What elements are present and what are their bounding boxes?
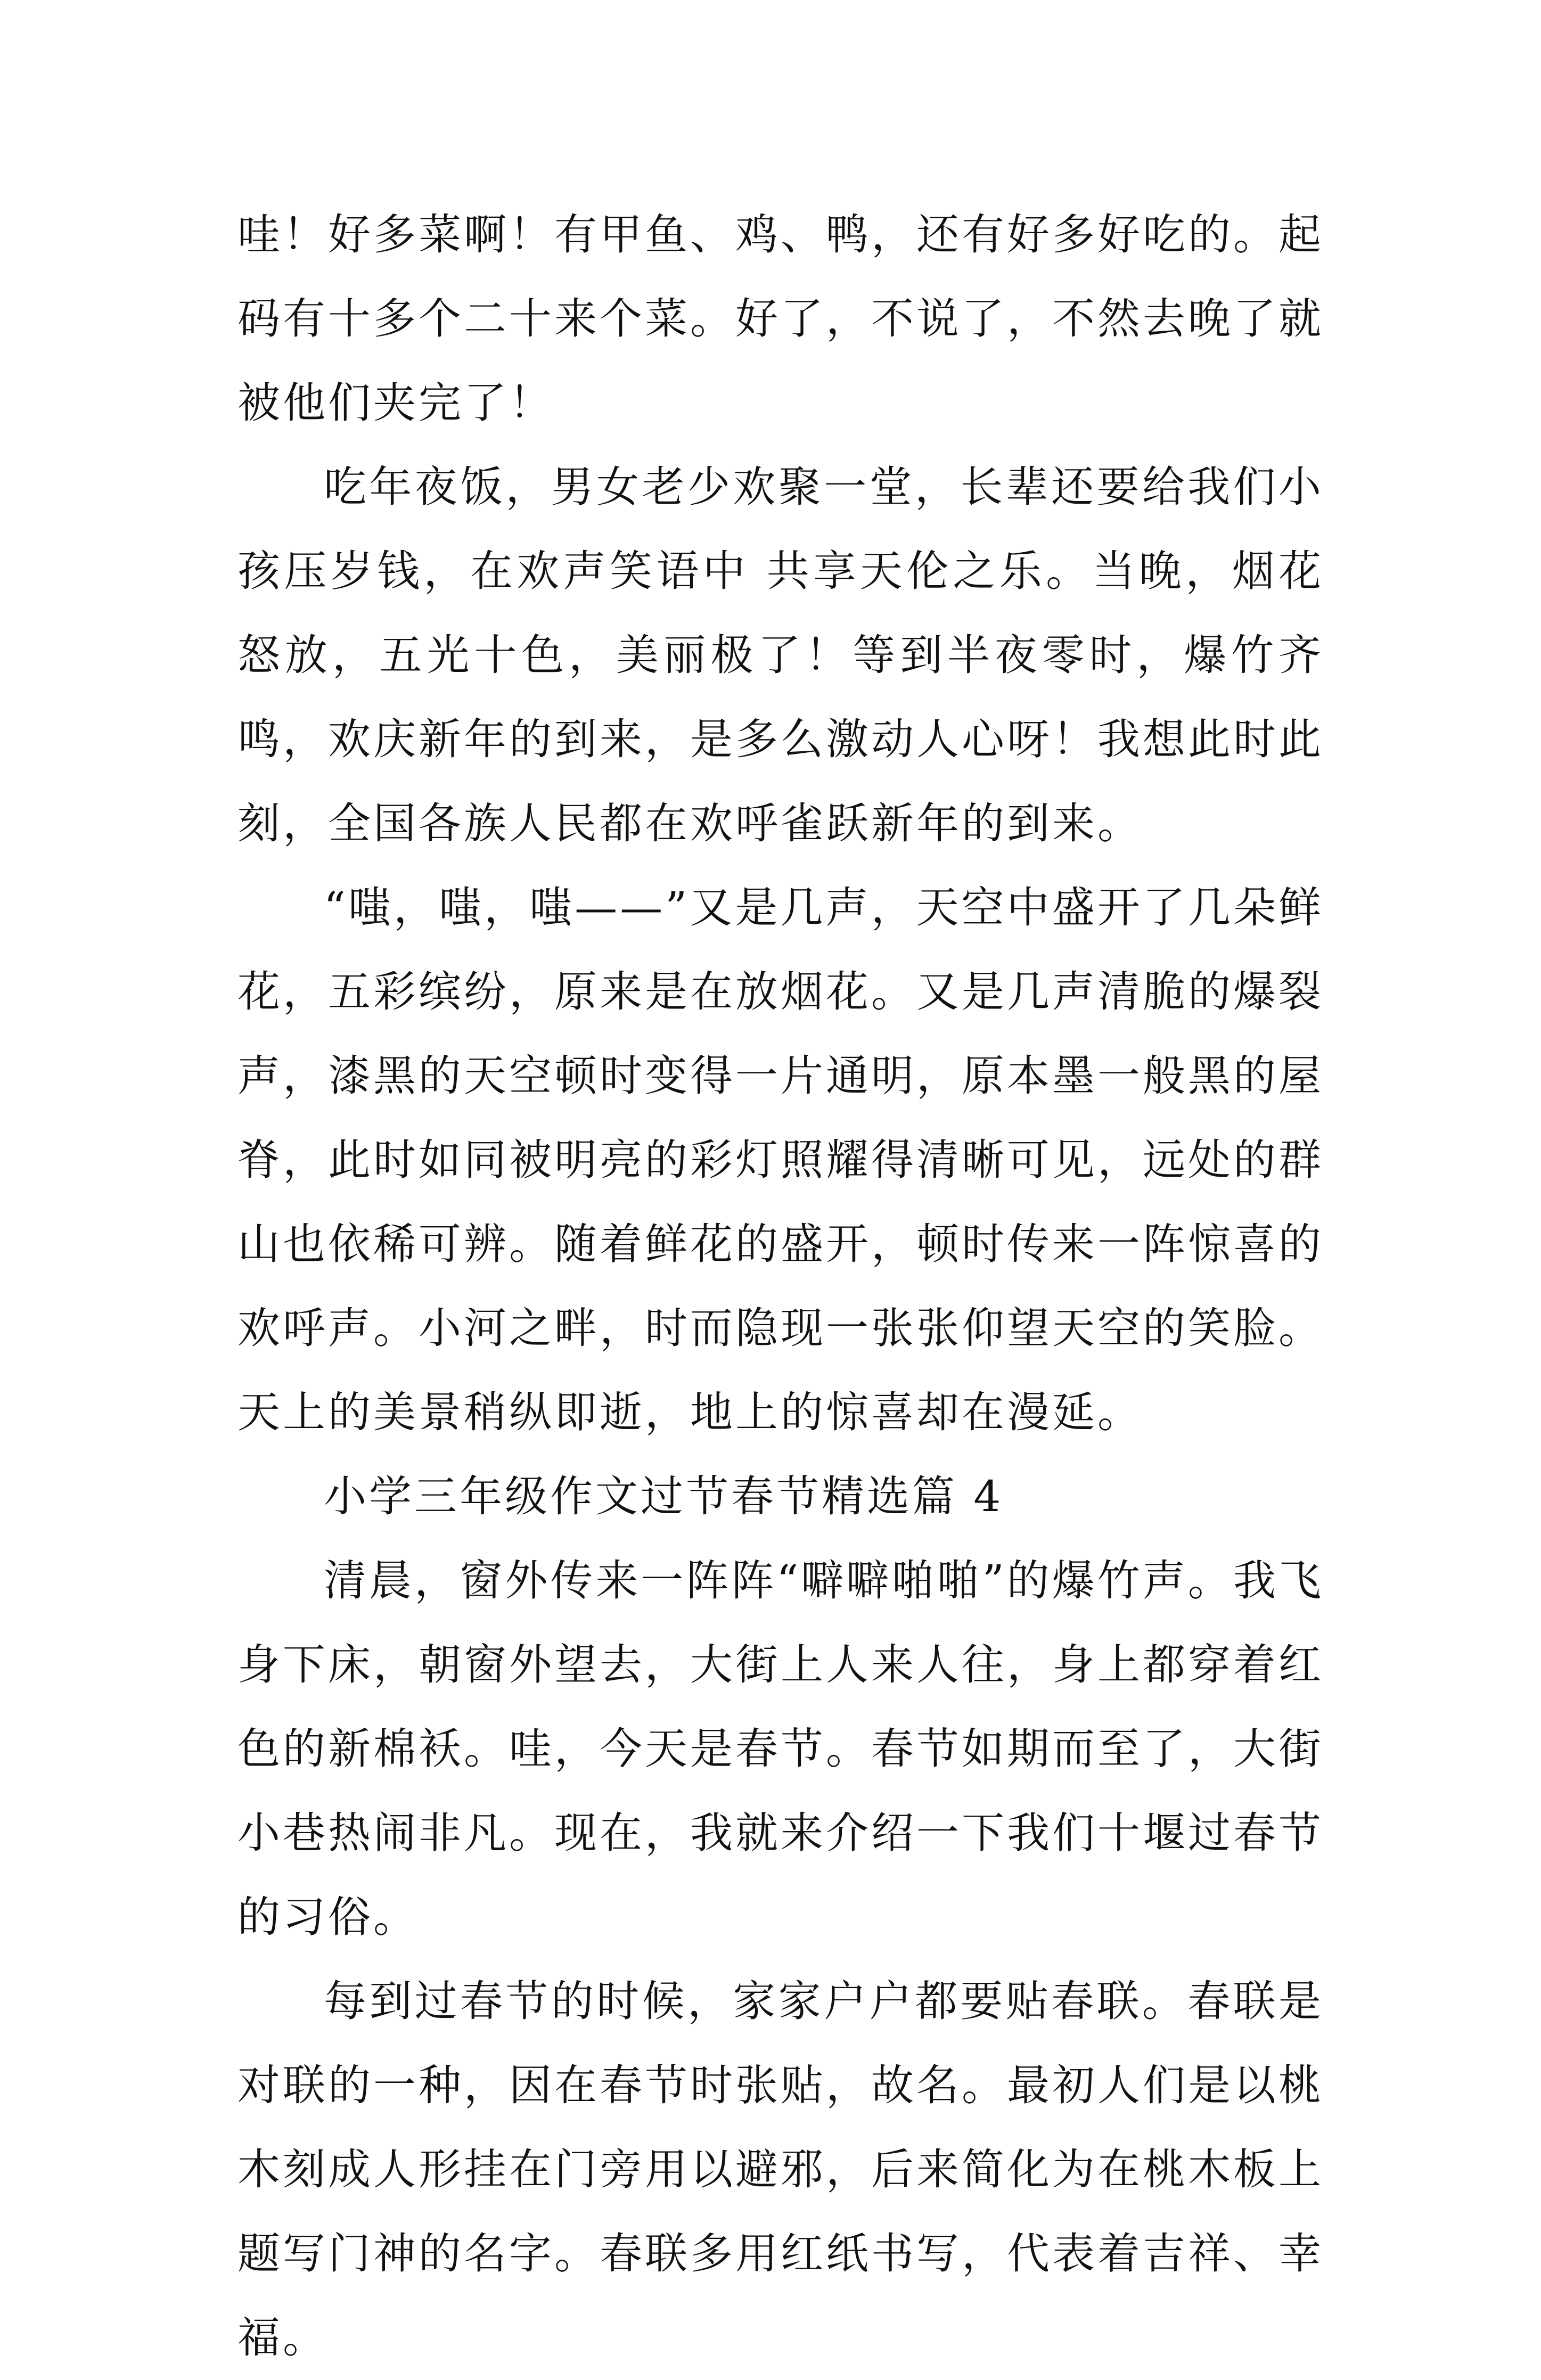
paragraph: 清晨，窗外传来一阵阵“噼噼啪啪”的爆竹声。我飞身下床，朝窗外望去，大街上人来人往，身上都穿着红色的新棉袄。哇，今天是春节。春节如期而至了，大街小巷热闹非凡。现在，我就来介绍一下我们十堰过春节的习俗。 bbox=[237, 1556, 1324, 1942]
document-body bbox=[237, 193, 1324, 2380]
section-heading: 小学三年级作文过节春节精选篇 4 bbox=[324, 1472, 1004, 1521]
paragraph: 哇！好多菜啊！有甲鱼、鸡、鸭，还有好多好吃的。起码有十多个二十来个菜。好了，不说了，不然去晚了就被他们夹完了！ bbox=[237, 210, 1324, 428]
paragraph: 吃年夜饭，男女老少欢聚一堂，长辈还要给我们小孩压岁钱，在欢声笑语中 共享天伦之乐。当晚，烟花怒放，五光十色，美丽极了！等到半夜零时，爆竹齐鸣，欢庆新年的到来，是多么激动人心呀！我想此时此刻，全国各族人民都在欢呼雀跃新年的到来。 bbox=[237, 462, 1324, 848]
paragraph: “嗤，嗤，嗤——”又是几声，天空中盛开了几朵鲜花，五彩缤纷，原来是在放烟花。又是几声清脆的爆裂声，漆黑的天空顿时变得一片通明，原本墨一般黑的屋脊，此时如同被明亮的彩灯照耀得清晰可见，远处的群山也依稀可辨。随着鲜花的盛开，顿时传来一阵惊喜的欢呼声。小河之畔，时而隐现一张张仰望天空的笑脸。天上的美景稍纵即逝，地上的惊喜却在漫延。 bbox=[237, 883, 1324, 1437]
paragraph: 每到过春节的时候，家家户户都要贴春联。春联是对联的一种，因在春节时张贴，故名。最初人们是以桃木刻成人形挂在门旁用以避邪，后来简化为在桃木板上题写门神的名字。春联多用红纸书写，代表着吉祥、幸福。 bbox=[237, 1976, 1324, 2362]
